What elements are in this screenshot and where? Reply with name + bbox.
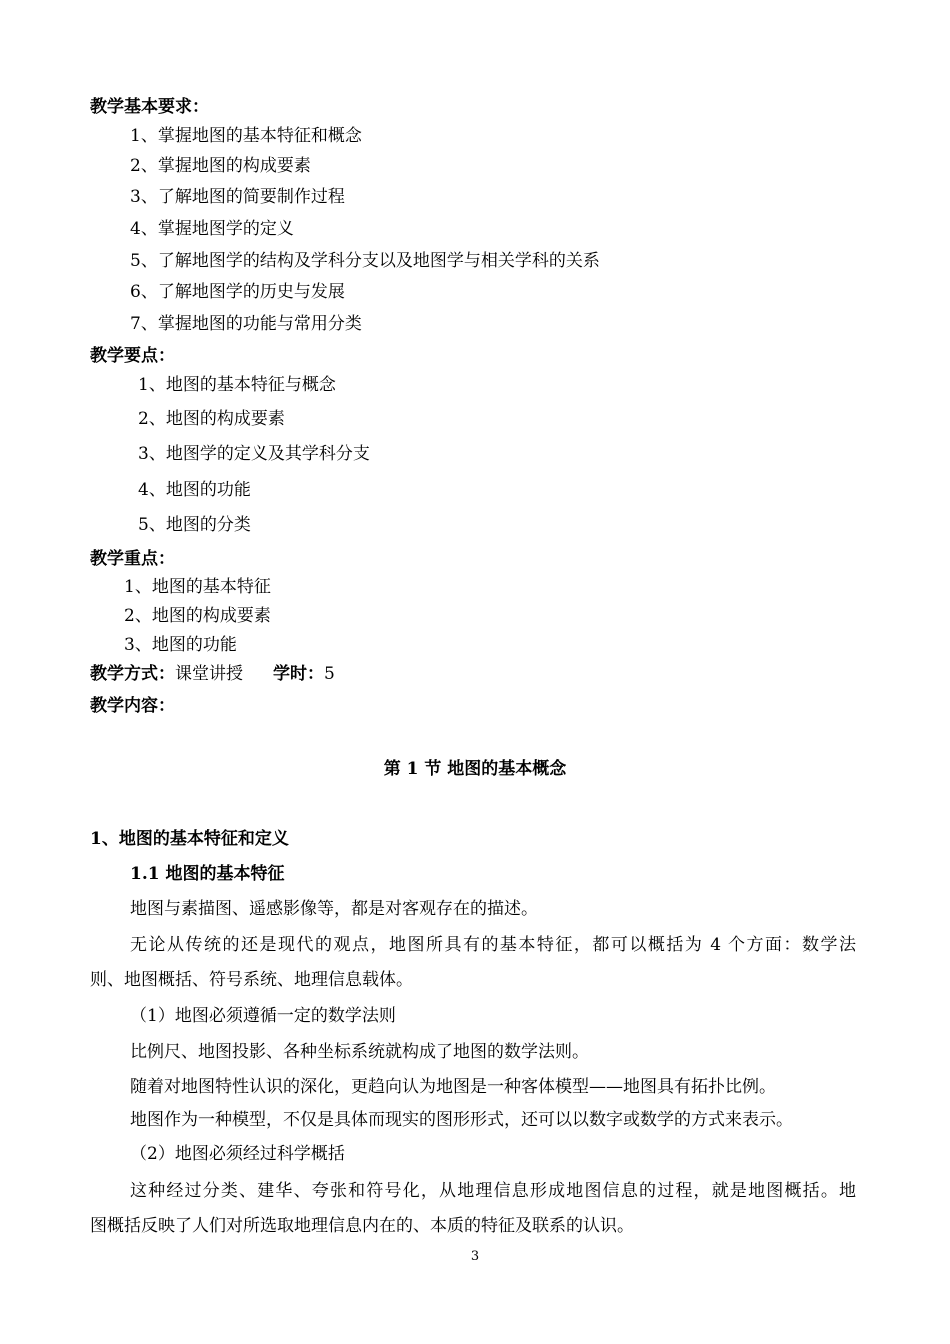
method-line <box>90 664 335 684</box>
key-points-heading: 教学要点： <box>90 346 175 366</box>
requirements-heading: 教学基本要求： <box>90 97 209 117</box>
content-heading: 教学内容： <box>90 696 175 716</box>
requirement-item: 7、掌握地图的功能与常用分类 <box>130 314 362 334</box>
key-point-item: 4、地图的功能 <box>138 480 251 500</box>
method-label: 教学方式： <box>90 664 175 684</box>
key-point-item: 3、地图学的定义及其学科分支 <box>138 444 370 464</box>
paragraph: 比例尺、地图投影、各种坐标系统就构成了地图的数学法则。 <box>130 1042 589 1062</box>
paragraph: （1）地图必须遵循一定的数学法则 <box>130 1006 396 1026</box>
key-point-item: 1、地图的基本特征与概念 <box>138 375 336 395</box>
focus-item: 2、地图的构成要素 <box>124 606 271 626</box>
section-title: 第 1 节 地图的基本概念 <box>383 759 567 779</box>
paragraph: 这种经过分类、建华、夸张和符号化，从地理信息形成地图信息的过程，就是地图概括。地 <box>130 1181 856 1201</box>
requirement-item: 6、了解地图学的历史与发展 <box>130 282 345 302</box>
requirement-item: 4、掌握地图学的定义 <box>130 219 294 239</box>
focus-item: 1、地图的基本特征 <box>124 577 271 597</box>
paragraph: （2）地图必须经过科学概括 <box>130 1144 345 1164</box>
key-point-item: 5、地图的分类 <box>138 515 251 535</box>
paragraph: 地图作为一种模型，不仅是具体而现实的图形形式，还可以以数字或数学的方式来表示。 <box>130 1110 793 1130</box>
hours-label: 学时： <box>273 664 324 684</box>
focus-item: 3、地图的功能 <box>124 635 237 655</box>
requirement-item: 5、了解地图学的结构及学科分支以及地图学与相关学科的关系 <box>130 251 600 271</box>
page-number: 3 <box>470 1249 480 1264</box>
paragraph: 随着对地图特性认识的深化，更趋向认为地图是一种客体模型——地图具有拓扑比例。 <box>130 1077 776 1097</box>
focus-heading: 教学重点： <box>90 549 175 569</box>
hours-value: 5 <box>324 664 335 684</box>
chapter-heading: 1、地图的基本特征和定义 <box>90 829 289 849</box>
paragraph: 无论从传统的还是现代的观点，地图所具有的基本特征，都可以概括为 4 个方面：数学法 <box>130 935 856 955</box>
requirement-item: 3、了解地图的简要制作过程 <box>130 187 345 207</box>
key-point-item: 2、地图的构成要素 <box>138 409 285 429</box>
requirement-item: 1、掌握地图的基本特征和概念 <box>130 126 362 146</box>
paragraph: 图概括反映了人们对所选取地理信息内在的、本质的特征及联系的认识。 <box>90 1216 634 1236</box>
method-value: 课堂讲授 <box>175 664 243 684</box>
requirement-item: 2、掌握地图的构成要素 <box>130 156 311 176</box>
paragraph: 地图与素描图、遥感影像等，都是对客观存在的描述。 <box>130 899 538 919</box>
subsection-heading: 1.1 地图的基本特征 <box>130 864 285 884</box>
paragraph: 则、地图概括、符号系统、地理信息载体。 <box>90 970 413 990</box>
